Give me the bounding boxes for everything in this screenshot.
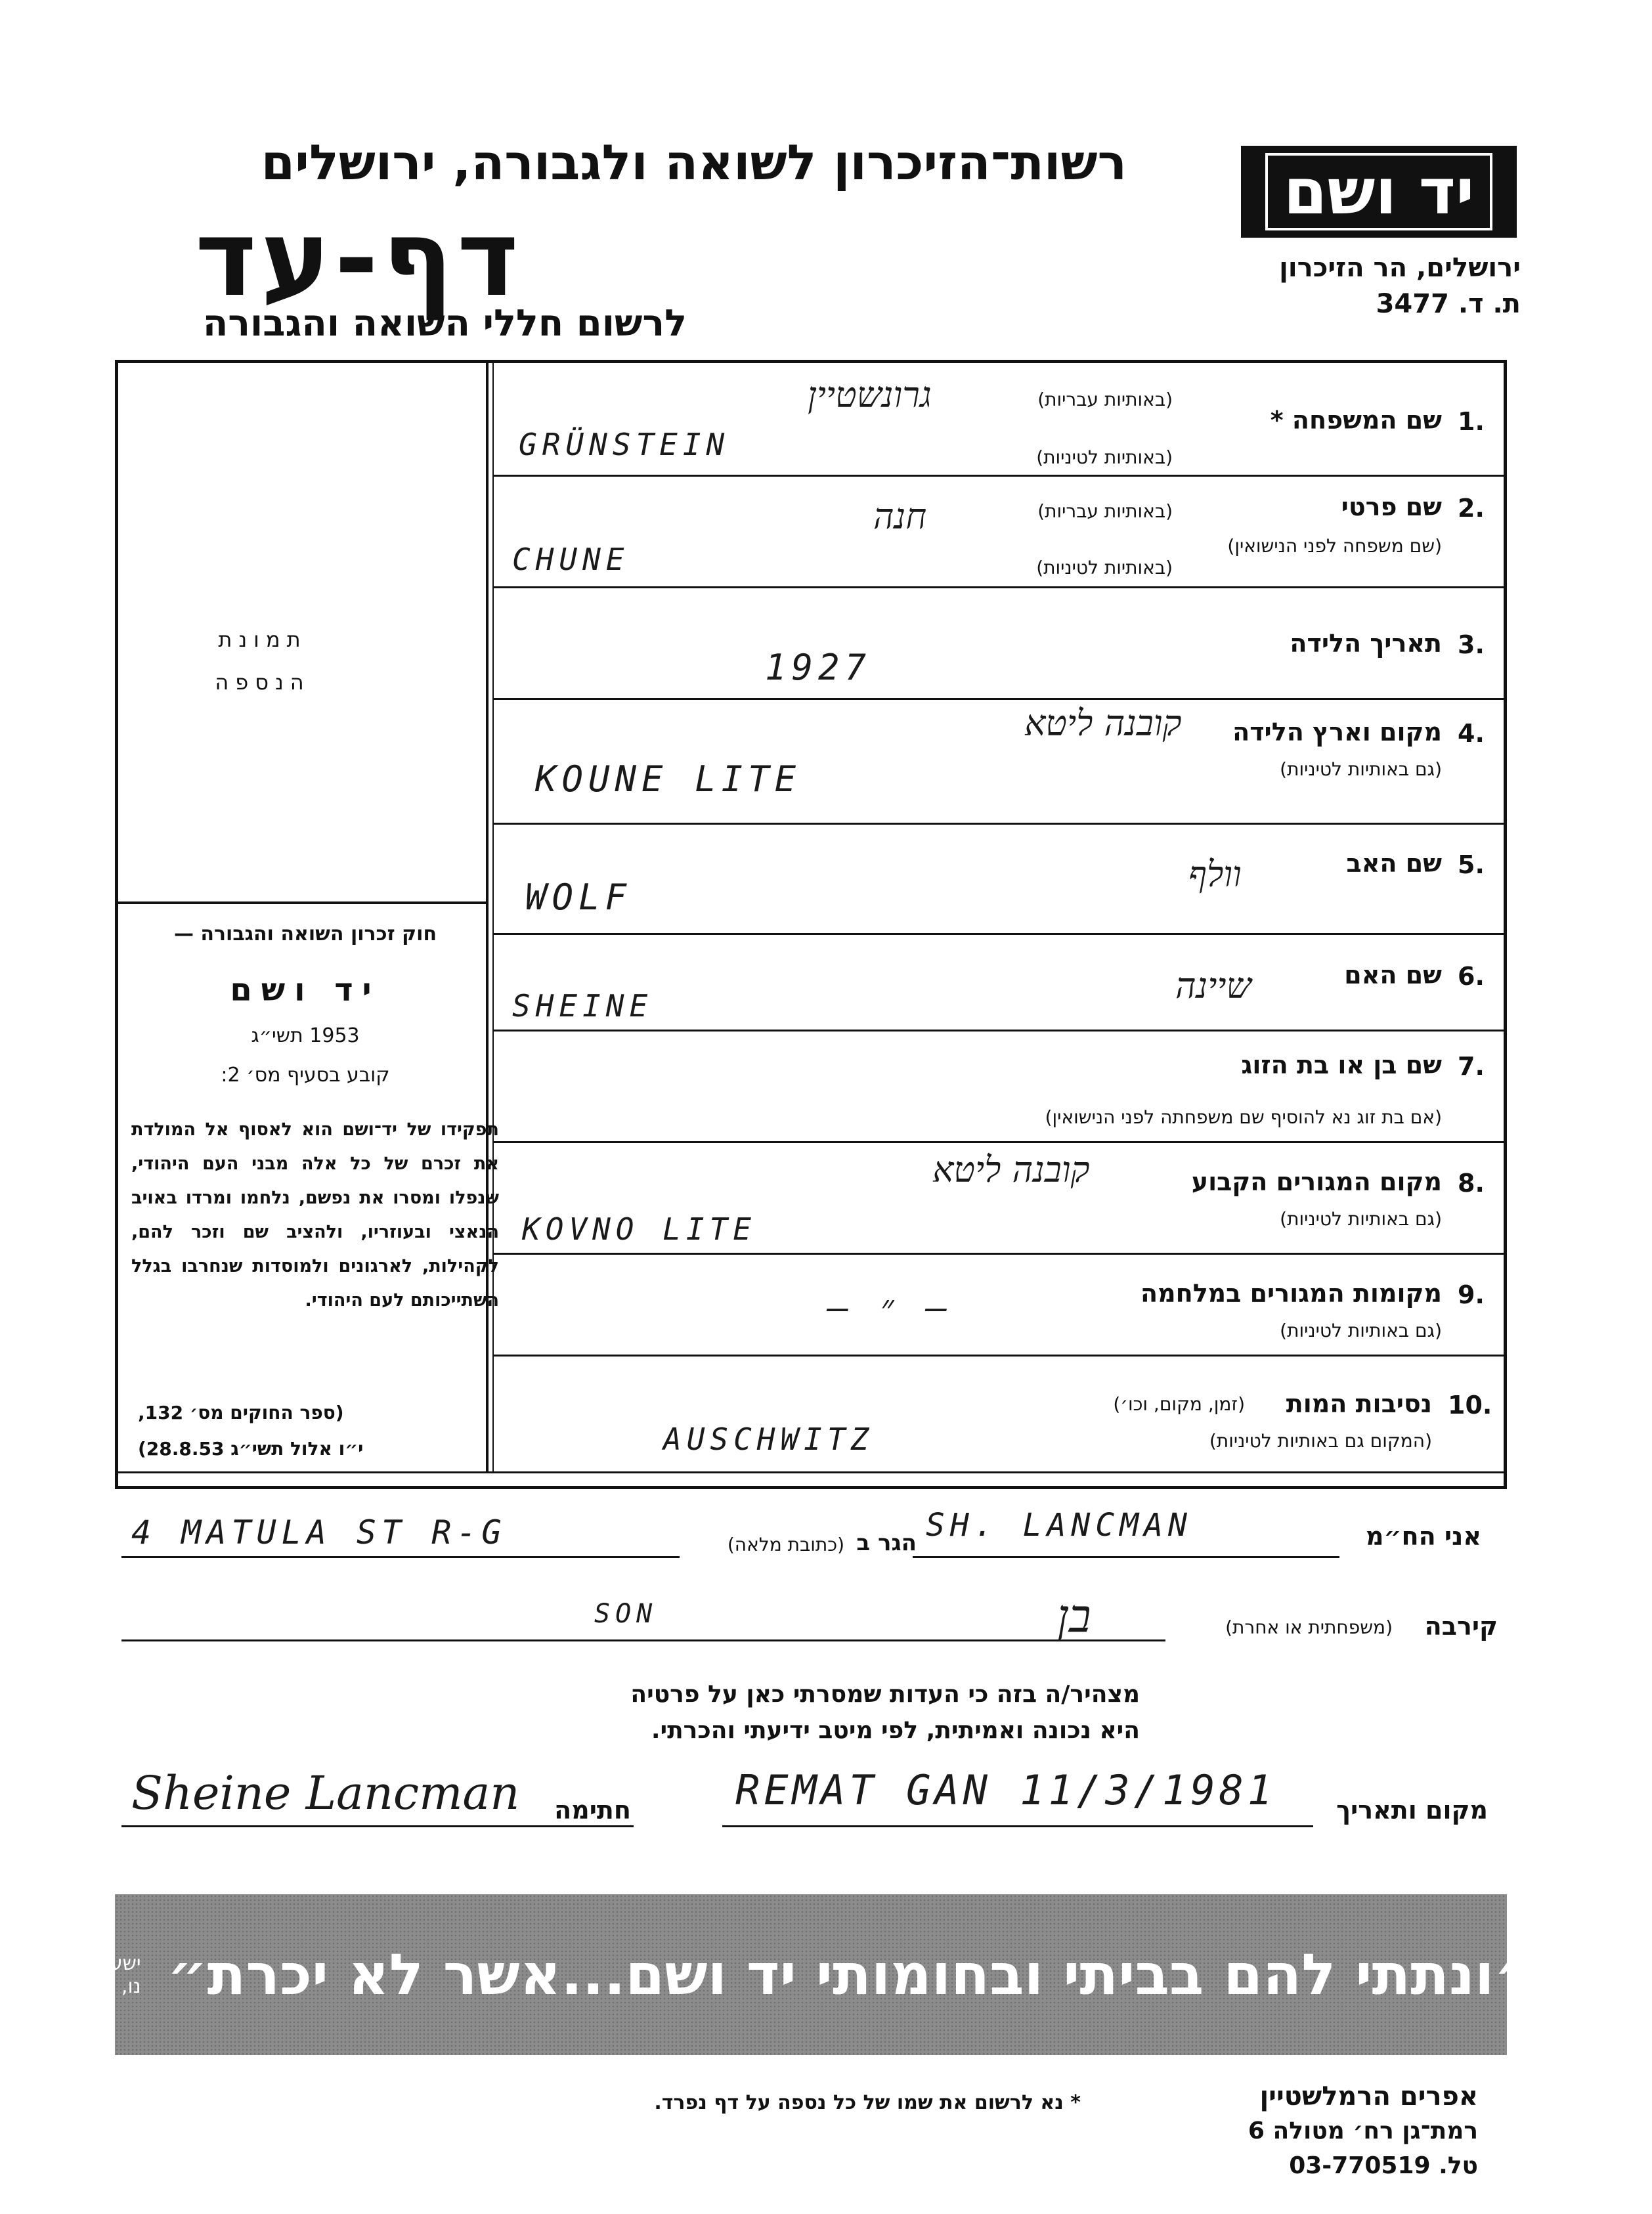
stamp-name: אפרים הרמלשטיין xyxy=(1259,2081,1478,2112)
place-date-line xyxy=(722,1825,1313,1827)
field-5-number: 5. xyxy=(1458,850,1485,879)
law-year-greg: 1953 xyxy=(309,1024,360,1047)
declarant-label: אני הח״מ xyxy=(1366,1522,1481,1551)
relation-latin: SON xyxy=(594,1599,658,1629)
declaration-line-1: מצהיר/ה בזה כי העדות שמסרתי כאן על פרטיה xyxy=(630,1681,1140,1708)
field-8-value-latin: KOVNO LITE xyxy=(522,1211,756,1247)
relation-hebrew: בן xyxy=(1057,1589,1091,1643)
stamp-address: רמת־גן רח׳ מטולה 6 xyxy=(1248,2117,1478,2144)
place-date-label: מקום ותאריך xyxy=(1336,1796,1488,1825)
field-6-value-hebrew: שיינה xyxy=(1175,965,1251,1007)
address-note: (כתובת מלאה) xyxy=(727,1534,844,1555)
field-9-value: — ״ — xyxy=(827,1287,953,1328)
field-4-label: מקום וארץ הלידה xyxy=(1232,718,1442,747)
stamp-phone: טל. 03-770519 xyxy=(1289,2152,1478,2179)
field-2-sub-latin: (באותיות לטיניות) xyxy=(1036,557,1173,578)
law-source: (ספר החוקים מס׳ 132, xyxy=(138,1402,344,1423)
field-9-sub: (גם באותיות לטיניות) xyxy=(1280,1320,1442,1341)
field-2-value-hebrew: חנה xyxy=(873,496,927,537)
signature-line xyxy=(121,1825,634,1827)
relation-label: קירבה xyxy=(1424,1612,1498,1641)
law-clause: קובע בסעיף מס׳ 2: xyxy=(221,1064,390,1087)
address-line xyxy=(121,1556,680,1558)
row-sep-10 xyxy=(118,1471,1507,1473)
place-date: REMAT GAN 11/3/1981 xyxy=(735,1766,1276,1814)
field-5-value-latin: WOLF xyxy=(525,877,632,918)
field-7-sub: (אם בת זוג נא להוסיף שם משפחתה לפני הנישואין) xyxy=(1045,1106,1442,1128)
logo-text: יד ושם xyxy=(1265,153,1493,230)
field-6-number: 6. xyxy=(1458,962,1485,991)
field-4-value-hebrew: קובנה ליטא xyxy=(1024,703,1182,744)
field-3-value: 1927 xyxy=(765,647,872,688)
field-3-number: 3. xyxy=(1458,630,1485,659)
field-1-number: 1. xyxy=(1458,407,1485,436)
field-10-sub: (המקום גם באותיות לטיניות) xyxy=(1209,1430,1432,1452)
field-7-number: 7. xyxy=(1458,1052,1485,1081)
field-9-number: 9. xyxy=(1458,1280,1485,1309)
institution-address: ירושלים, הר הזיכרון xyxy=(1279,253,1521,283)
field-9-label: מקומות המגורים במלחמה xyxy=(1140,1279,1442,1308)
field-8-number: 8. xyxy=(1458,1169,1485,1198)
field-2-label: שם פרטי xyxy=(1341,492,1442,521)
row-sep-5 xyxy=(492,933,1507,935)
row-sep-7 xyxy=(492,1141,1507,1143)
page-title: דף-עד xyxy=(194,197,523,320)
field-5-value-hebrew: וולף xyxy=(1188,854,1242,895)
field-2-number: 2. xyxy=(1458,494,1485,523)
field-6-label: שם האם xyxy=(1344,961,1442,989)
field-10-value-latin: AUSCHWITZ xyxy=(663,1422,875,1457)
left-panel-divider xyxy=(118,901,487,904)
row-sep-1 xyxy=(492,475,1507,477)
quote-banner xyxy=(87,1894,1534,2055)
law-body: תפקידו של יד־ושם הוא לאסוף אל המולדת את זכרם של כל אלה מבני העם היהודי, שנפלו ומסרו את נפשם, נלחמו ומרדו באויב הנאצי ובעוזריו, ולהציב שם וזכר להם, לקהילות, לארגונים ולמוסדות שנחרבו בגלל השתייכותם לעם היהודי. xyxy=(131,1119,499,1311)
po-box: ת. ד. 3477 xyxy=(1376,289,1521,319)
authority-name: רשות־הזיכרון לשואה ולגבורה, ירושלים xyxy=(261,135,1127,191)
field-8-sub: (גם באותיות לטיניות) xyxy=(1280,1208,1442,1230)
declarant-address: 4 MATULA ST R-G xyxy=(131,1513,507,1552)
photo-label-2: הנספה xyxy=(215,670,311,695)
field-1-value-latin: GRÜNSTEIN xyxy=(519,427,730,462)
law-title: חוק זכרון השואה והגבורה — xyxy=(173,923,437,945)
row-sep-6 xyxy=(492,1030,1507,1031)
field-1-sub-hebrew: (באותיות עבריות) xyxy=(1037,389,1173,410)
field-1-label: שם המשפחה * xyxy=(1270,406,1442,435)
row-sep-4 xyxy=(492,823,1507,825)
field-2-value-latin: CHUNE xyxy=(512,542,630,577)
field-8-value-hebrew: קובנה ליטא xyxy=(932,1149,1090,1190)
field-3-label: תאריך הלידה xyxy=(1290,629,1442,658)
quote-text: ״ונתתי להם בביתי ובחומותי יד ושם...אשר לא יכרת״ xyxy=(167,1942,1534,2008)
field-4-number: 4. xyxy=(1458,719,1485,748)
field-4-value-latin: KOUNE LITE xyxy=(535,758,802,800)
law-year xyxy=(121,1024,489,1047)
signature: Sheine Lancman xyxy=(131,1766,520,1820)
yad-vashem-logo xyxy=(1241,146,1517,238)
signature-label: חתימה xyxy=(554,1796,631,1825)
relation-note: (משפחתית או אחרת) xyxy=(1225,1617,1393,1638)
field-10-note: (זמן, מקום, וכו׳) xyxy=(1113,1393,1245,1415)
field-8-label: מקום המגורים הקבוע xyxy=(1191,1167,1442,1196)
row-sep-8 xyxy=(492,1253,1507,1255)
field-2-note: (שם משפחה לפני הנישואין) xyxy=(1227,535,1442,557)
law-date: י״ו אלול תשי״ג 28.8.53) xyxy=(138,1438,364,1460)
row-sep-2 xyxy=(492,586,1507,588)
row-sep-9 xyxy=(492,1355,1507,1357)
field-4-sub: (גם באותיות לטיניות) xyxy=(1280,758,1442,780)
field-2-sub-hebrew: (באותיות עבריות) xyxy=(1037,500,1173,522)
photo-label: תמונת xyxy=(218,627,307,652)
field-6-value-latin: SHEINE xyxy=(512,988,653,1024)
field-5-label: שם האב xyxy=(1346,849,1442,878)
row-sep-3 xyxy=(492,698,1507,700)
field-10-number: 10. xyxy=(1448,1391,1492,1420)
declarant-name-line xyxy=(913,1556,1339,1558)
relation-line xyxy=(121,1639,1165,1641)
field-7-label: שם בן או בת הזוג xyxy=(1241,1051,1442,1079)
quote-source: ישעיהו נו, ה xyxy=(87,1951,141,1998)
law-year-heb: תשי״ג xyxy=(251,1024,303,1047)
field-10-label: נסיבות המות xyxy=(1286,1389,1432,1418)
law-name: יד ושם xyxy=(230,972,381,1009)
footnote: * נא לרשום את שמו של כל נספה על דף נפרד. xyxy=(654,2091,1081,2114)
field-1-value-hebrew: גרונשטיין xyxy=(808,374,932,416)
resides-label: הגר ב xyxy=(856,1530,917,1556)
field-1-sub-latin: (באותיות לטיניות) xyxy=(1036,446,1173,468)
declarant-name: SH. LANCMAN xyxy=(926,1507,1192,1544)
declaration-line-2: היא נכונה ואמיתית, לפי מיטב ידיעתי והכרתי. xyxy=(651,1717,1140,1744)
form-purpose: לרשום חללי השואה והגבורה xyxy=(202,302,687,345)
